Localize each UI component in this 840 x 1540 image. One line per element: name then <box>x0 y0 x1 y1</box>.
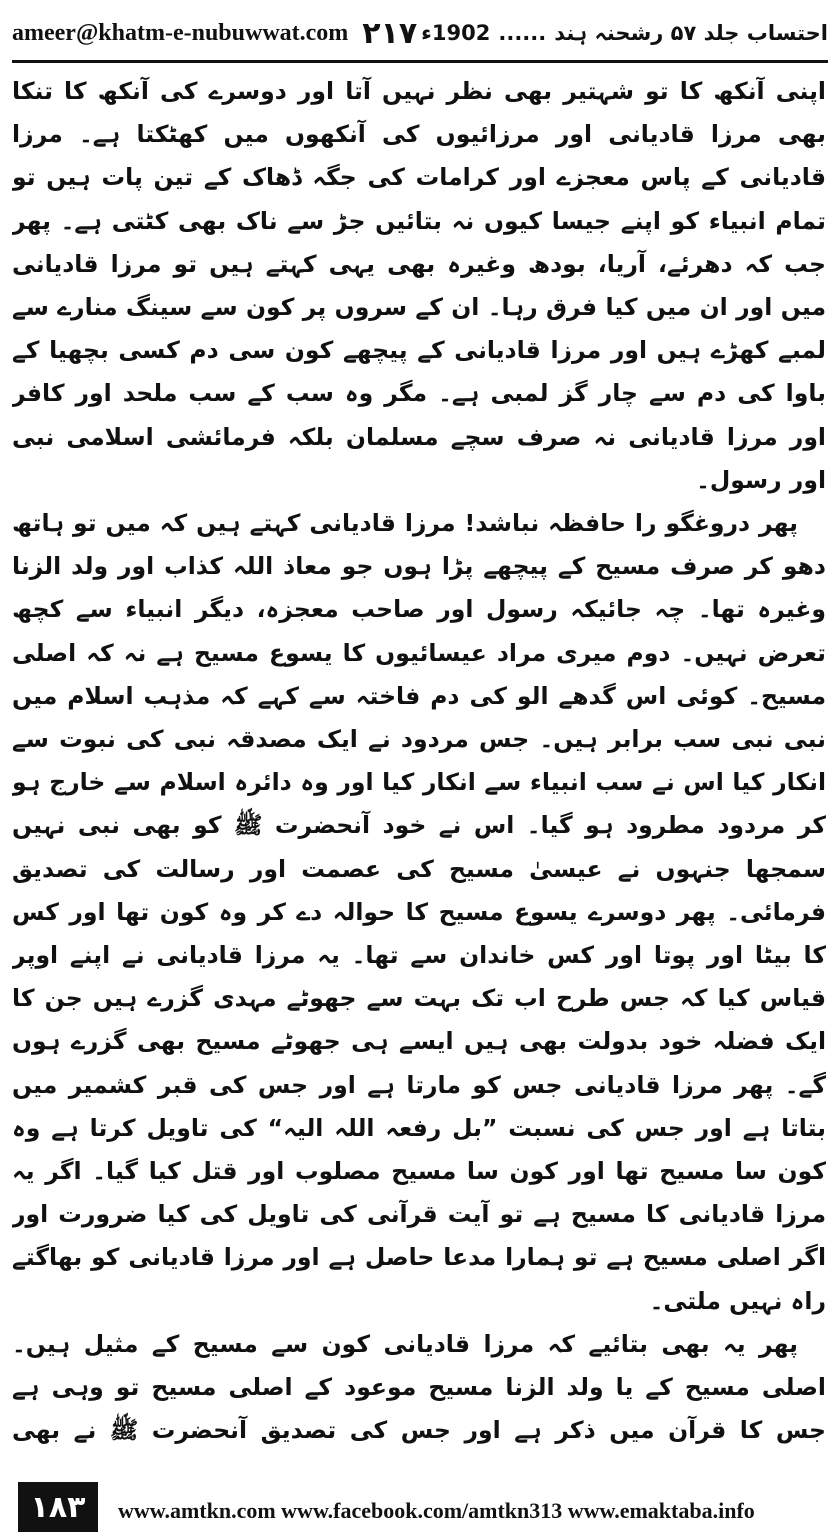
page-body <box>12 70 826 1450</box>
paragraph-2: پھر دروغگو را حافظہ نباشد! مرزا قادیانی کہتے ہیں کہ میں تو ہاتھ دھو کر صرف مسیح کے پیچھے پڑا ہوں جو معاذ اللہ کذاب اور ولد الزنا وغیرہ تھا۔ چہ جائیکہ رسول اور صاحب معجزہ، دیگر انبیاء سے کچھ تعرض نہیں۔ دوم میری مراد عیسائیوں کا یسوع مسیح ہے نہ کہ اصلی مسیح۔ کوئی اس گدھے الو کی دم فاختہ سے کہے کہ مذہب اسلام میں نبی نبی سب برابر ہیں۔ جس مردود نے ایک مصدقہ نبی کی نبوت سے انکار کیا اس نے سب انبیاء سے انکار کیا اور وہ دائرہ اسلام سے خارج ہو کر مردود مطرود ہو گیا۔ اس نے خود آنحضرت ﷺ کو بھی نبی نہیں سمجھا جنہوں نے عیسیٰ مسیح کی عصمت اور رسالت کی تصدیق فرمائی۔ پھر دوسرے یسوع مسیح کا حوالہ دے کر وہ کون تھا اور کس کا بیٹا اور پوتا اور کس خاندان سے تھا۔ یہ مرزا قادیانی نے اپنے اوپر قیاس کیا کہ جس طرح اب تک بہت سے جھوٹے مہدی گزرے ہیں جن کا ایک فضلہ خود بدولت بھی ہیں ایسے ہی جھوٹے مسیح بھی گزرے ہوں گے۔ پھر مرزا قادیانی جس کو مارتا ہے اور جس کی قبر کشمیر میں بتاتا ہے اور جس کی نسبت ”بل رفعہ اللہ الیہ“ کی تاویل کرتا ہے وہ کون سا مسیح تھا اور کون سا مسیح مصلوب اور قتل کیا گیا۔ اگر یہ مرزا قادیانی کا مسیح ہے تو آیت قرآنی کی تاویل کی کیا ضرورت اور اگر اصلی مسیح ہے تو ہمارا مدعا حاصل ہے اور مرزا قادیانی کو بھاگتے راہ نہیں ملتی۔ <box>12 509 826 1315</box>
footer-links: www.amtkn.com www.facebook.com/amtkn313 www.emaktaba.info <box>118 1498 755 1523</box>
header-left-group <box>12 16 417 51</box>
header-dots: ...... <box>498 21 547 45</box>
page-footer <box>0 1478 840 1540</box>
page-header <box>12 6 828 63</box>
book-title: احتساب جلد ۵۷ رشحنہ ہند <box>554 21 828 45</box>
header-email: ameer@khatm-e-nubuwwat.com <box>12 19 349 46</box>
paragraph-3: پھر یہ بھی بتائیے کہ مرزا قادیانی کون سے مسیح کے مثیل ہیں۔ اصلی مسیح کے یا ولد الزنا مسیح موعود کے اصلی مسیح تو وہی ہے جس کا قرآن میں ذکر ہے اور جس کی تصدیق آنحضرت ﷺ نے بھی <box>12 1329 826 1445</box>
header-page-number: ۲۱۷ <box>362 15 418 51</box>
footer-page-number: ۱۸۳ <box>18 1482 98 1532</box>
paragraph-1: اپنی آنکھ کا تو شہتیر بھی نظر نہیں آتا اور دوسرے کی آنکھ کا تنکا بھی مرزا قادیانی اور مرزائیوں کی آنکھوں میں کھٹکتا ہے۔ مرزا قادیانی کے پاس معجزے اور کرامات کی جگہ ڈھاک کے تین پات ہیں تو تمام انبیاء کو اپنے جیسا کیوں نہ بتائیں جڑ سے ناک بھی کٹتی ہے۔ پھر جب کہ دھرئے، آریا، بودھ وغیرہ بھی یہی کہتے ہیں تو مرزا قادیانی میں اور ان میں کیا فرق رہا۔ ان کے سروں پر کون سے سینگ منارے سے لمبے کھڑے ہیں اور مرزا قادیانی کے پیچھے کون سی دم کسی بچھیا کے باوا کی دم سے چار گز لمبی ہے۔ مگر وہ سب کے سب ملحد اور کافر اور مرزا قادیانی نہ صرف سچے مسلمان بلکہ فرمائشی اسلامی نبی اور رسول۔ <box>12 77 826 494</box>
header-title-group <box>421 21 828 45</box>
header-year: 1902ء <box>421 21 491 45</box>
